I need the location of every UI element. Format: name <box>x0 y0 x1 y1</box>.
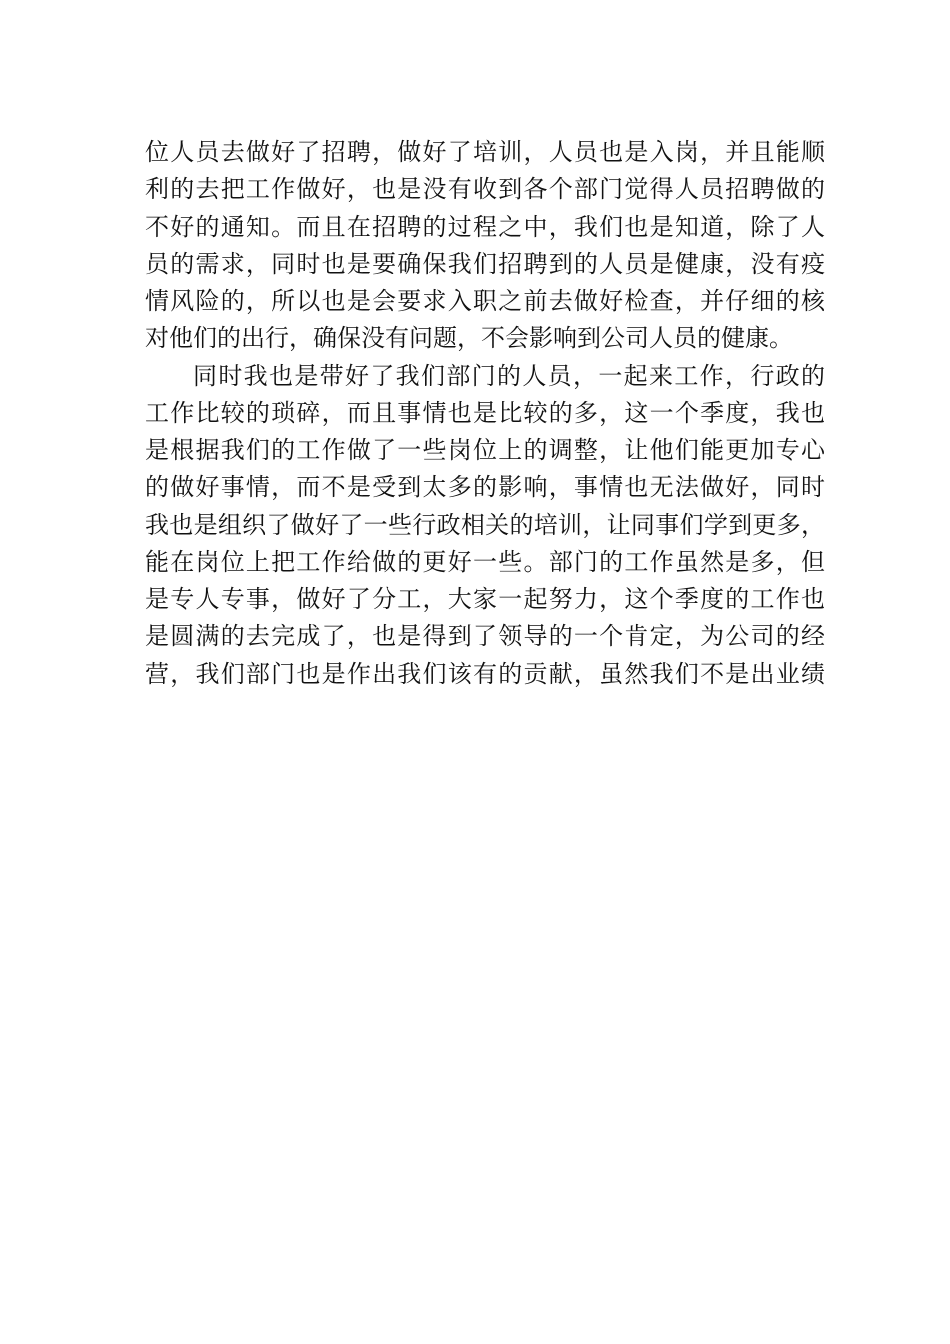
text-line: 的做好事情，而不是受到太多的影响，事情也无法做好，同时 <box>145 473 825 502</box>
body-text <box>145 134 825 693</box>
text-line: 能在岗位上把工作给做的更好一些。部门的工作虽然是多，但 <box>145 547 825 576</box>
text-line: 营，我们部门也是作出我们该有的贡献，虽然我们不是出业绩 <box>145 659 825 688</box>
text-line: 是根据我们的工作做了一些岗位上的调整，让他们能更加专心 <box>145 436 825 464</box>
text-line: 我也是组织了做好了一些行政相关的培训，让同事们学到更多， <box>145 510 825 539</box>
text-line: 情风险的，所以也是会要求入职之前去做好检查，并仔细的核 <box>145 287 825 315</box>
text-line: 工作比较的琐碎，而且事情也是比较的多，这一个季度，我也 <box>145 398 825 427</box>
text-line: 员的需求，同时也是要确保我们招聘到的人员是健康，没有疫 <box>145 249 825 278</box>
text-line: 是专人专事，做好了分工，大家一起努力，这个季度的工作也 <box>145 585 825 613</box>
text-line: 不好的通知。而且在招聘的过程之中，我们也是知道，除了人 <box>145 212 825 241</box>
paragraph-start-line: 同时我也是带好了我们部门的人员，一起来工作，行政的 <box>193 361 825 390</box>
text-line: 是圆满的去完成了，也是得到了领导的一个肯定，为公司的经 <box>145 622 825 651</box>
text-line: 利的去把工作做好，也是没有收到各个部门觉得人员招聘做的 <box>145 175 825 204</box>
text-line: 位人员去做好了招聘，做好了培训，人员也是入岗，并且能顺 <box>145 138 825 166</box>
text-line: 对他们的出行，确保没有问题，不会影响到公司人员的健康。 <box>145 324 793 353</box>
